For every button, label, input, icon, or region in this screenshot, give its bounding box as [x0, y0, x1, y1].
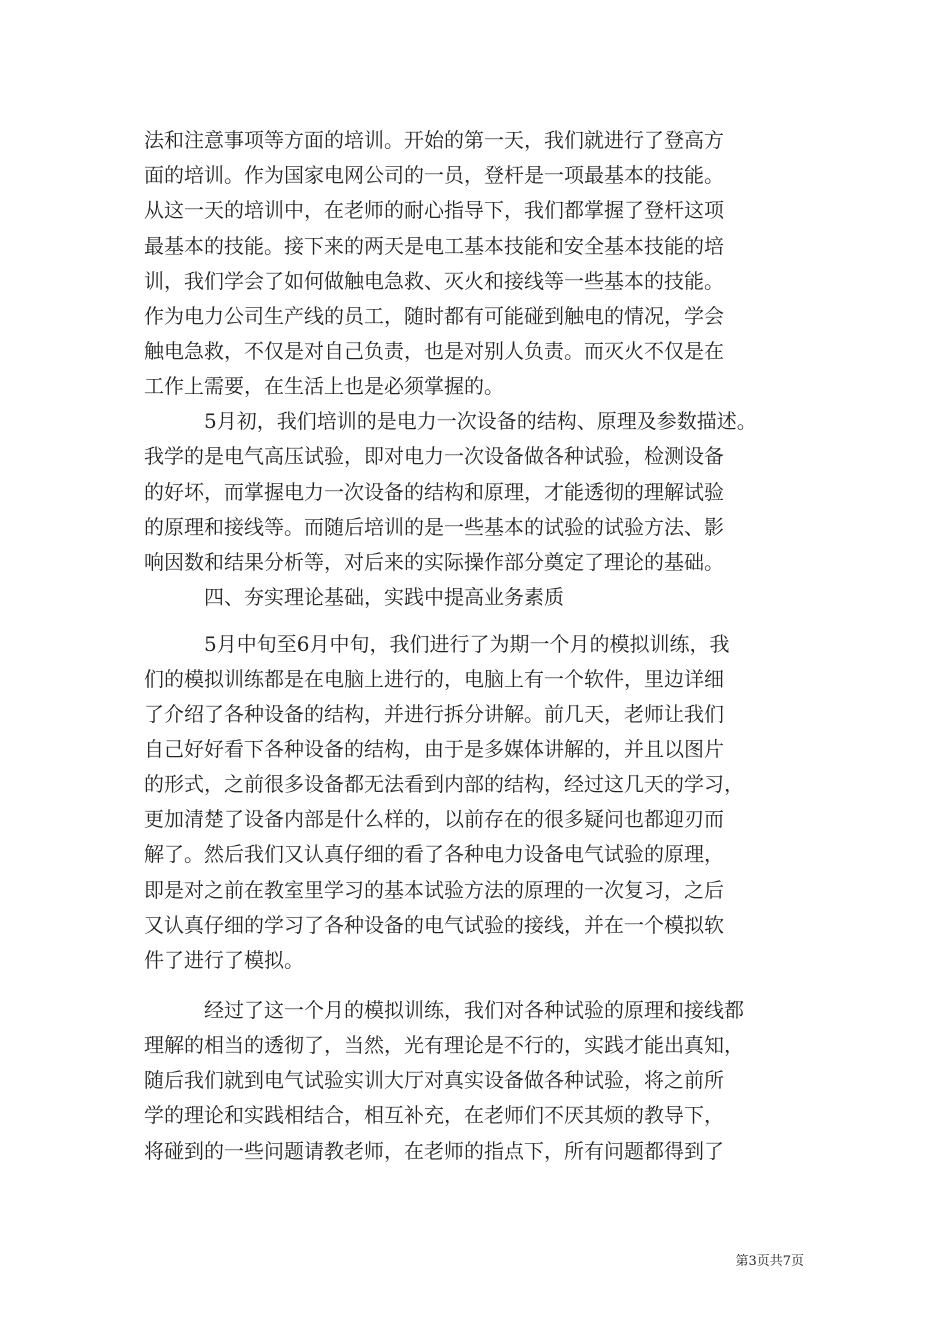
section-heading: 四、夯实理论基础，实践中提高业务素质: [204, 585, 564, 609]
text-line: 们的模拟训练都是在电脑上进行的，电脑上有一个软件，里边详细: [144, 667, 724, 691]
text-line: 理解的相当的透彻了，当然，光有理论是不行的，实践才能出真知，: [144, 1033, 744, 1057]
text-line: 面的培训。作为国家电网公司的一员，登杆是一项最基本的技能。: [144, 163, 724, 187]
text-line: 即是对之前在教室里学习的基本试验方法的原理的一次复习，之后: [144, 878, 724, 902]
page-number-footer: 第3页共7页: [735, 1254, 804, 1269]
text-line: 随后我们就到电气试验实训大厅对真实设备做各种试验，将之前所: [144, 1068, 724, 1092]
text-line: 解了。然后我们又认真仔细的看了各种电力设备电气试验的原理，: [144, 842, 724, 866]
text-line: 法和注意事项等方面的培训。开始的第一天，我们就进行了登高方: [144, 128, 724, 152]
text-line: 工作上需要，在生活上也是必须掌握的。: [144, 374, 504, 398]
text-line: 我学的是电气高压试验，即对电力一次设备做各种试验，检测设备: [144, 444, 724, 468]
text-line: 触电急救，不仅是对自己负责，也是对别人负责。而灭火不仅是在: [144, 339, 724, 363]
text-line: 从这一天的培训中，在老师的耐心指导下，我们都掌握了登杆这项: [144, 198, 724, 222]
text-line: 自己好好看下各种设备的结构，由于是多媒体讲解的，并且以图片: [144, 737, 724, 761]
text-line: 学的理论和实践相结合，相互补充，在老师们不厌其烦的教导下，: [144, 1103, 724, 1127]
text-line: 件了进行了模拟。: [144, 948, 304, 972]
text-line: 又认真仔细的学习了各种设备的电气试验的接线，并在一个模拟软: [144, 913, 724, 937]
text-line: 了介绍了各种设备的结构，并进行拆分讲解。前几天，老师让我们: [144, 702, 724, 726]
text-line: 最基本的技能。接下来的两天是电工基本技能和安全基本技能的培: [144, 234, 724, 258]
text-line: 更加清楚了设备内部是什么样的，以前存在的很多疑问也都迎刃而: [144, 807, 724, 831]
paragraph-start-line: 5月中旬至6月中旬，我们进行了为期一个月的模拟训练，我: [204, 632, 730, 656]
text-line: 训，我们学会了如何做触电急救、灭火和接线等一些基本的技能。: [144, 269, 724, 293]
text-line: 作为电力公司生产线的员工，随时都有可能碰到触电的情况，学会: [144, 304, 724, 328]
text-line: 的原理和接线等。而随后培训的是一些基本的试验的试验方法、影: [144, 515, 724, 539]
text-line: 将碰到的一些问题请教老师，在老师的指点下，所有问题都得到了: [144, 1139, 724, 1163]
text-line: 响因数和结果分析等，对后来的实际操作部分奠定了理论的基础。: [144, 550, 724, 574]
paragraph-start-line: 经过了这一个月的模拟训练，我们对各种试验的原理和接线都: [204, 998, 744, 1022]
text-line: 的形式，之前很多设备都无法看到内部的结构，经过这几天的学习，: [144, 772, 744, 796]
text-line: 的好坏，而掌握电力一次设备的结构和原理，才能透彻的理解试验: [144, 480, 724, 504]
paragraph-start-line: 5月初，我们培训的是电力一次设备的结构、原理及参数描述。: [204, 409, 757, 433]
